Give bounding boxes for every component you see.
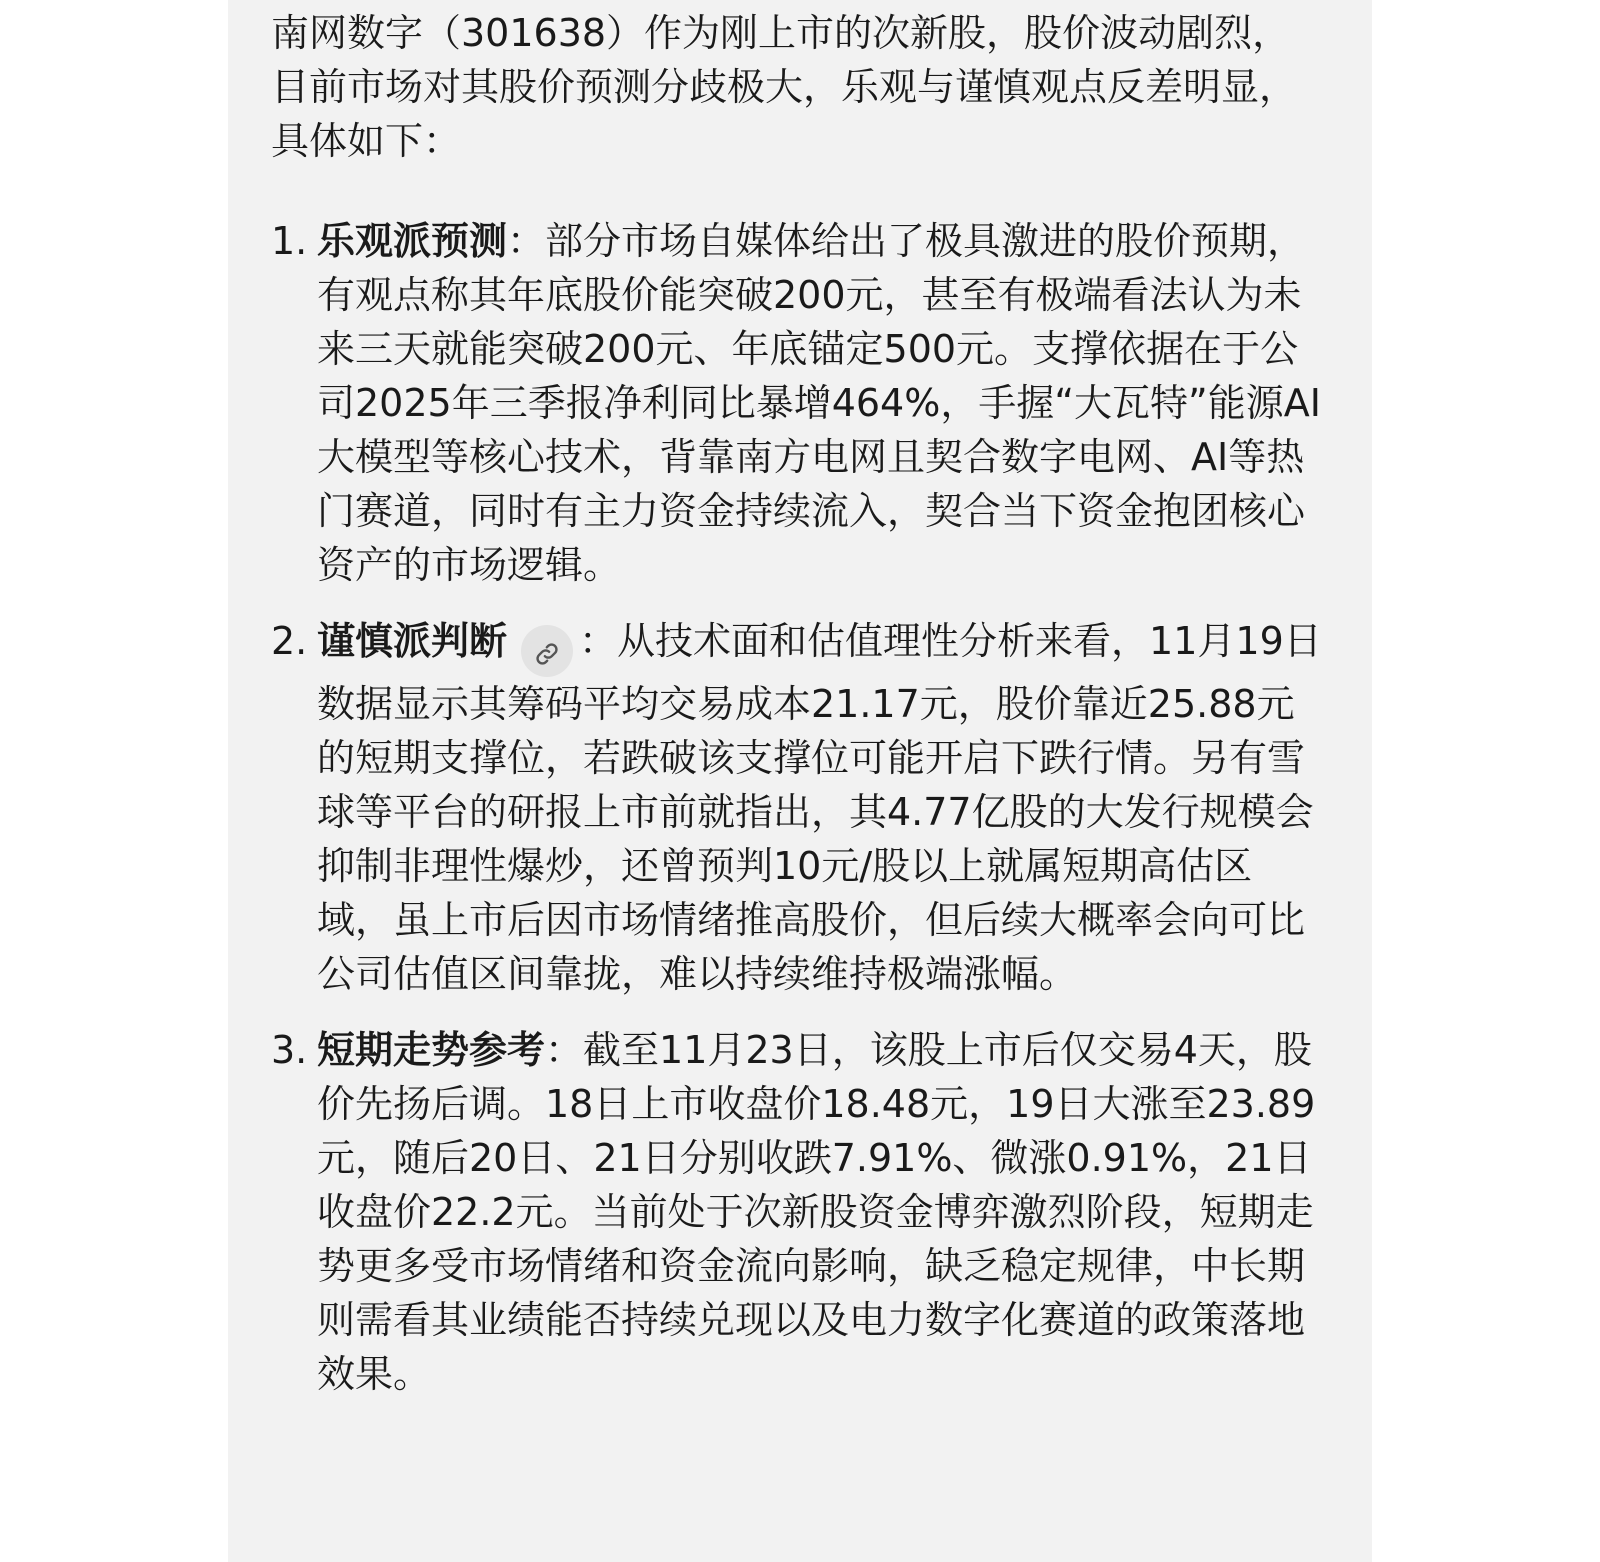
item-separator: ： xyxy=(545,1028,584,1072)
item-body: 部分市场自媒体给出了极具激进的股价预期，有观点称其年底股价能突破200元，甚至有极端看法认为未来三天就能突破200元、年底锚定500元。支撑依据在于公司2025年三季报净利同比暴增464%，手握“大瓦特”能源AI大模型等核心技术，背靠南方电网且契合数字电网、AI等热门赛道，同时有主力资金持续流入，契合当下资金抱团核心资产的市场逻辑。 xyxy=(317,219,1321,587)
list-number: 2. xyxy=(271,619,308,663)
list-item-optimistic xyxy=(271,214,1327,592)
item-body: 从技术面和估值理性分析来看，11月19日数据显示其筹码平均交易成本21.17元，股价靠近25.88元的短期支撑位，若跌破该支撑位可能开启下跌行情。另有雪球等平台的研报上市前就指出，其4.77亿股的大发行规模会抑制非理性爆炒，还曾预判10元/股以上就属短期高估区域，虽上市后因市场情绪推高股价，但后续大概率会向可比公司估值区间靠拢，难以持续维持极端涨幅。 xyxy=(317,619,1322,996)
item-heading: 谨慎派判断 xyxy=(317,619,508,663)
list-number: 3. xyxy=(271,1028,308,1072)
answer-panel xyxy=(228,0,1372,1562)
source-link-button[interactable] xyxy=(521,625,573,677)
intro-paragraph: 南网数字（301638）作为刚上市的次新股，股价波动剧烈，目前市场对其股价预测分歧极大，乐观与谨慎观点反差明显，具体如下： xyxy=(271,11,1298,163)
list-item-short-term xyxy=(271,1023,1327,1401)
list-number: 1. xyxy=(271,219,308,263)
item-separator: ： xyxy=(579,619,618,663)
list-item-cautious xyxy=(271,614,1327,1001)
item-heading: 乐观派预测 xyxy=(317,219,508,263)
item-heading: 短期走势参考 xyxy=(317,1028,546,1072)
link-icon xyxy=(534,641,560,667)
item-body: 截至11月23日，该股上市后仅交易4天，股价先扬后调。18日上市收盘价18.48元，19日大涨至23.89元，随后20日、21日分别收跌7.91%、微涨0.91%，21日收盘价22.2元。当前处于次新股资金博弈激烈阶段，短期走势更多受市场情绪和资金流向影响，缺乏稳定规律，中长期则需看其业绩能否持续兑现以及电力数字化赛道的政策落地效果。 xyxy=(317,1028,1316,1396)
item-separator: ： xyxy=(507,219,546,263)
prediction-list xyxy=(271,214,1334,1401)
